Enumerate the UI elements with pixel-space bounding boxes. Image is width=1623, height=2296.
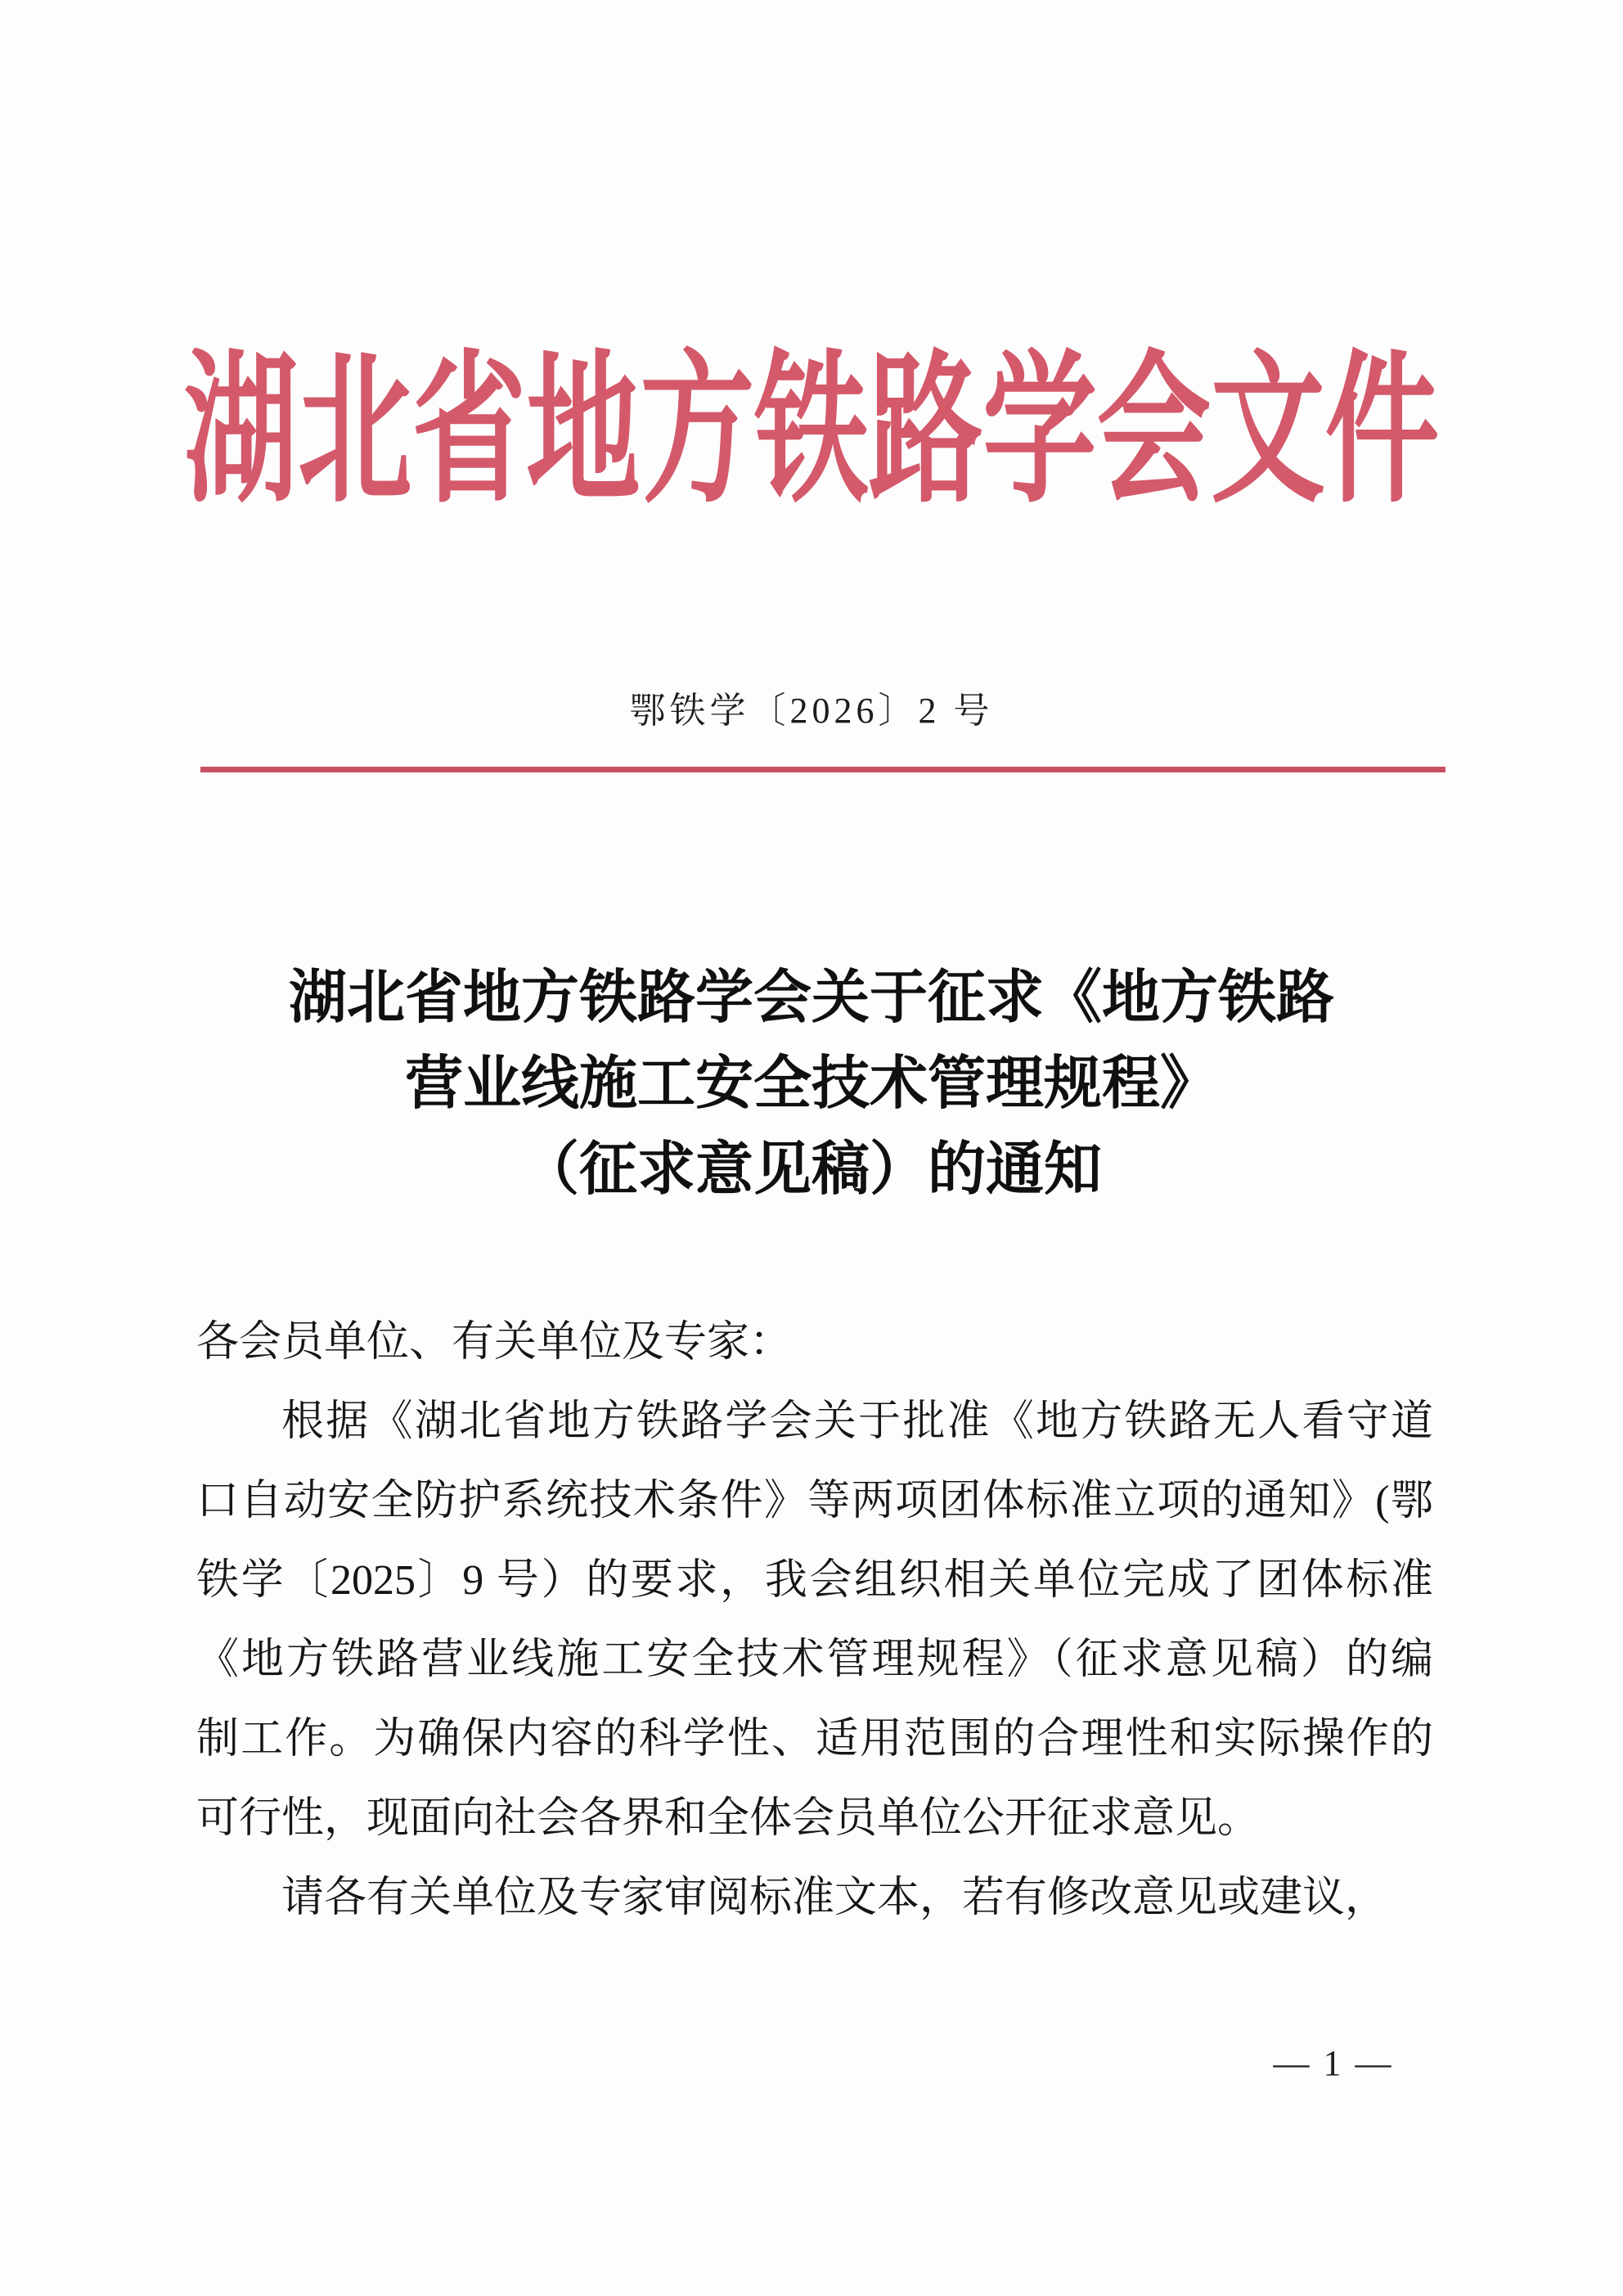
page-number: — 1 — (1273, 2043, 1394, 2083)
body-line: 可行性，现面向社会各界和全体会员单位公开征求意见。 (196, 1795, 1261, 1842)
body-line: 口自动安全防护系统技术条件》等两项团体标准立项的通知》(鄂 (196, 1478, 1433, 1524)
body-line: 铁学〔2025〕9 号）的要求，我会组织相关单位完成了团体标准 (196, 1557, 1433, 1604)
document-number: 鄂铁学〔2026〕2 号 (629, 691, 994, 731)
notice-title-line-1: 湖北省地方铁路学会关于征求《地方铁路 (288, 966, 1334, 1030)
notice-title-line-3: （征求意见稿）的通知 (520, 1138, 1102, 1202)
letterhead-title: 湖北省地方铁路学会文件 (183, 341, 1440, 523)
body-line: 制工作。为确保内容的科学性、适用范围的合理性和实际操作的 (196, 1716, 1433, 1763)
body-line: 请各有关单位及专家审阅标准文本，若有修改意见或建议， (281, 1875, 1388, 1921)
body-line: 《地方铁路营业线施工安全技术管理规程》（征求意见稿）的编 (196, 1636, 1433, 1683)
red-separator-rule (200, 767, 1445, 772)
salutation-line: 各会员单位、有关单位及专家： (196, 1319, 793, 1366)
notice-title-line-2: 营业线施工安全技术管理规程》 (404, 1052, 1218, 1116)
notice-title (0, 956, 1623, 1213)
body-line: 根据《湖北省地方铁路学会关于批准《地方铁路无人看守道 (281, 1398, 1433, 1445)
body-text (196, 1303, 1433, 1938)
